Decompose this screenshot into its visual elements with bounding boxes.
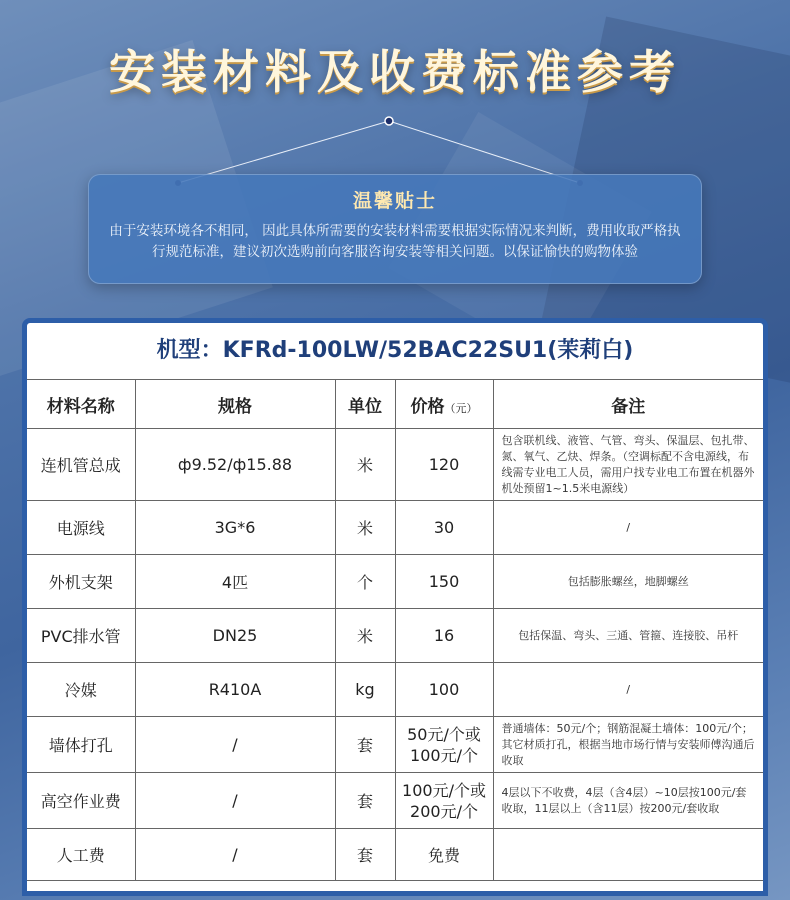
cell-name: 冷媒 bbox=[27, 663, 135, 717]
cell-spec: ф9.52/ф15.88 bbox=[135, 429, 335, 501]
tip-text: 由于安装环境各不相同， 因此具体所需要的安装材料需要根据实际情况来判断，费用收取严格执行规范标准，建议初次选购前向客服咨询安装等相关问题。以保证愉快的购物体验 bbox=[109, 223, 681, 260]
tip-title: 温馨贴士 bbox=[352, 190, 437, 212]
header-note: 备注 bbox=[493, 380, 763, 429]
price-line: 50元/个或 bbox=[407, 724, 481, 744]
price-line: 200元/个 bbox=[410, 801, 478, 821]
cell-price: 30 bbox=[395, 501, 493, 555]
cell-unit: 套 bbox=[335, 829, 395, 881]
cell-name: 连机管总成 bbox=[27, 429, 135, 501]
cell-note: / bbox=[493, 501, 763, 555]
cell-spec: / bbox=[135, 717, 335, 773]
cell-name: 外机支架 bbox=[27, 555, 135, 609]
cell-note: / bbox=[493, 663, 763, 717]
cell-name: 墙体打孔 bbox=[27, 717, 135, 773]
cell-note: 包括膨胀螺丝，地脚螺丝 bbox=[493, 555, 763, 609]
cell-note: 包含联机线、液管、气管、弯头、保温层、包扎带、氮、氧气、乙炔、焊条。（空调标配不含电源线，布线需专业电工人员，需用户找专业电工布置在机器外机处预留1~1.5米电源线） bbox=[493, 429, 763, 501]
cell-note: 包括保温、弯头、三通、管箍、连接胶、吊杆 bbox=[493, 609, 763, 663]
cell-price: 免费 bbox=[395, 829, 493, 881]
table-header-row bbox=[27, 380, 763, 429]
cell-spec: 4匹 bbox=[135, 555, 335, 609]
cell-spec: DN25 bbox=[135, 609, 335, 663]
table-row bbox=[27, 717, 763, 773]
table-row bbox=[27, 773, 763, 829]
cell-unit: 个 bbox=[335, 555, 395, 609]
header-unit: 单位 bbox=[335, 380, 395, 429]
cell-note bbox=[493, 829, 763, 881]
fee-table-card bbox=[22, 318, 768, 896]
price-line: 100元/个 bbox=[410, 745, 478, 765]
cell-unit: 米 bbox=[335, 501, 395, 555]
cell-name: PVC排水管 bbox=[27, 609, 135, 663]
header-spec: 规格 bbox=[135, 380, 335, 429]
cell-spec: R410A bbox=[135, 663, 335, 717]
header-price-label: 价格 bbox=[410, 396, 445, 417]
cell-note: 普通墙体：50元/个；钢筋混凝土墙体：100元/个；其它材质打孔，根据当地市场行情与安装师傅沟通后收取 bbox=[493, 717, 763, 773]
price-line: 100元/个或 bbox=[402, 780, 486, 800]
model-title: 机型：KFRd-100LW/52BAC22SU1(茉莉白) bbox=[27, 323, 763, 380]
page-title: 安装材料及收费标准参考 bbox=[109, 45, 681, 99]
cell-price bbox=[395, 773, 493, 829]
header-price-unit: （元） bbox=[444, 401, 478, 415]
cell-note: 4层以下不收费，4层（含4层）~10层按100元/套收取，11层以上（含11层）按200元/套收取 bbox=[493, 773, 763, 829]
cell-spec: / bbox=[135, 773, 335, 829]
cell-unit: 套 bbox=[335, 717, 395, 773]
cell-name: 人工费 bbox=[27, 829, 135, 881]
cell-name: 电源线 bbox=[27, 501, 135, 555]
cell-unit: 米 bbox=[335, 429, 395, 501]
table-row bbox=[27, 663, 763, 717]
cell-price: 150 bbox=[395, 555, 493, 609]
cell-price: 100 bbox=[395, 663, 493, 717]
cell-unit: 套 bbox=[335, 773, 395, 829]
cell-spec: / bbox=[135, 829, 335, 881]
cell-price bbox=[395, 717, 493, 773]
tip-box bbox=[88, 174, 702, 284]
header-price bbox=[395, 380, 493, 429]
cell-name: 高空作业费 bbox=[27, 773, 135, 829]
table-row bbox=[27, 501, 763, 555]
cell-unit: 米 bbox=[335, 609, 395, 663]
cell-spec: 3G*6 bbox=[135, 501, 335, 555]
table-row bbox=[27, 555, 763, 609]
cell-price: 120 bbox=[395, 429, 493, 501]
fee-table bbox=[27, 380, 763, 881]
cell-price: 16 bbox=[395, 609, 493, 663]
table-row bbox=[27, 609, 763, 663]
cell-unit: kg bbox=[335, 663, 395, 717]
table-row bbox=[27, 829, 763, 881]
table-row bbox=[27, 429, 763, 501]
header-name: 材料名称 bbox=[27, 380, 135, 429]
